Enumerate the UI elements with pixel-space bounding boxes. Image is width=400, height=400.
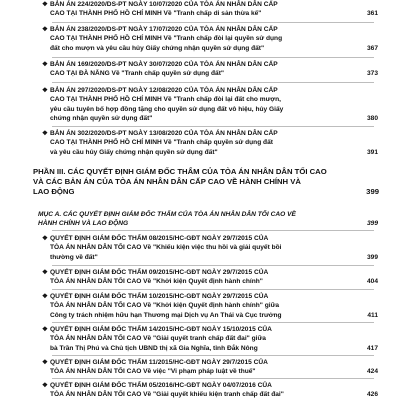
section-heading[interactable] (38, 210, 378, 229)
page-number: 399 (366, 187, 379, 197)
entry-line: BẢN ÁN 169/2020/DS-PT NGÀY 30/07/2020 CỦA TÒA ÁN NHÂN DÂN CẤP (50, 61, 278, 68)
diamond-bullet-icon: ❖ (42, 382, 48, 389)
entry-line: TÒA ÁN NHÂN DÂN TỐI CAO Về "Khởi kiện Quyết định hành chính" (50, 278, 263, 286)
toc-entry[interactable] (42, 86, 378, 124)
diamond-bullet-icon: ❖ (42, 359, 48, 366)
toc-entry[interactable] (42, 325, 378, 353)
entry-line: TÒA ÁN NHÂN DÂN TỐI CAO Về "Giải quyết tranh chấp đất đai" giữa (50, 335, 266, 343)
section-title-line: HÀNH CHÍNH VÀ LAO ĐỘNG (38, 220, 129, 228)
diamond-bullet-icon: ❖ (42, 26, 48, 33)
diamond-bullet-icon: ❖ (42, 269, 48, 276)
entry-line: QUYẾT ĐỊNH GIÁM ĐỐC THẨM 08/2015/HC-GĐT NGÀY 29/7/2015 CỦA (50, 235, 269, 242)
page-number: 399 (366, 220, 378, 228)
entry-line: bà Trần Thị Phú và Chủ tịch UBND thị xã Gia Nghĩa, tỉnh Đắk Nông (50, 344, 258, 352)
entry-line: CAO TẠI THÀNH PHỐ HỒ CHÍ MINH Về "Tranh chấp đòi lại đất cho mượn, (50, 96, 281, 104)
entry-line: QUYẾT ĐỊNH GIÁM ĐỐC THẨM 10/2015/HC-GĐT NGÀY 29/7/2015 CỦA (50, 293, 269, 300)
entry-line: CAO TẠI THÀNH PHỐ HỒ CHÍ MINH Về "Tranh chấp quyền sử dụng đất (50, 139, 273, 147)
page-number: 424 (366, 368, 378, 376)
divider (52, 22, 374, 23)
page-number: 391 (366, 148, 378, 156)
part-title-line: PHẦN III. CÁC QUYẾT ĐỊNH GIÁM ĐỐC THẨM CỦA TÒA ÁN NHÂN DÂN TỐI CAO (33, 167, 327, 176)
entry-line: đất cho mượn và yêu cầu hủy Giấy chứng nhận quyền sử dụng đất" (50, 44, 265, 52)
entry-line: BẢN ÁN 238/2020/DS-PT NGÀY 17/07/2020 CỦA TÒA ÁN NHÂN DÂN CẤP (50, 26, 278, 33)
toc-entry[interactable] (42, 60, 378, 79)
diamond-bullet-icon: ❖ (42, 235, 48, 242)
toc-entry[interactable] (42, 0, 378, 19)
entry-line: TÒA ÁN NHÂN DÂN TỐI CAO Về "Khiếu kiện việc thu hồi và giải quyết bồi (50, 244, 282, 252)
entry-line: CAO TẠI THÀNH PHỐ HỒ CHÍ MINH Về "Tranh chấp di sản thừa kế" (50, 10, 262, 18)
diamond-bullet-icon: ❖ (42, 326, 48, 333)
part-title-line: LAO ĐỘNG (33, 187, 75, 197)
entry-line: QUYẾT ĐỊNH GIÁM ĐỐC THẨM 05/2016/HC-GĐT NGÀY 04/07/2016 CỦA (50, 382, 272, 389)
part-title-line: VÀ CÁC BẢN ÁN CỦA TÒA ÁN NHÂN DÂN CẤP CAO VỀ HÀNH CHÍNH VÀ (33, 177, 301, 187)
divider (52, 355, 374, 356)
toc-entry[interactable] (42, 268, 378, 287)
page-number: 411 (367, 311, 378, 319)
diamond-bullet-icon: ❖ (42, 87, 48, 94)
toc-entry[interactable] (42, 358, 378, 377)
diamond-bullet-icon: ❖ (42, 61, 48, 68)
page-number: 361 (366, 10, 378, 18)
entry-line: BẢN ÁN 302/2020/DS-PT NGÀY 13/08/2020 CỦA TÒA ÁN NHÂN DÂN CẤP (50, 130, 278, 137)
entry-line: TÒA ÁN NHÂN DÂN TỐI CAO Về việc "Vi phạm pháp luật về thuế" (50, 368, 256, 376)
page-number: 426 (366, 391, 378, 399)
part-heading[interactable] (33, 167, 379, 198)
entry-line: TÒA ÁN NHÂN DÂN TỐI CAO Về "Giải quyết khiếu kiện tranh chấp đất đai" (50, 391, 284, 399)
divider (52, 265, 374, 266)
divider (52, 57, 374, 58)
page-number: 417 (366, 344, 378, 352)
divider (52, 126, 374, 127)
toc-entry[interactable] (42, 129, 378, 157)
toc-entry[interactable] (42, 381, 378, 400)
divider (52, 322, 374, 323)
toc-entry[interactable] (42, 292, 378, 320)
divider (52, 289, 374, 290)
entry-line: BẢN ÁN 224/2020/DS-PT NGÀY 10/07/2020 CỦA TÒA ÁN NHÂN DÂN CẤP (50, 1, 278, 8)
divider (52, 82, 374, 83)
toc-entry[interactable] (42, 234, 378, 262)
entry-line: CAO TẠI THÀNH PHỐ HỒ CHÍ MINH Về "Tranh chấp đòi lại quyền sử dụng (50, 35, 283, 43)
entry-line: QUYẾT ĐỊNH GIÁM ĐỐC THẨM 14/2015/HC-GĐT NGÀY 15/10/2015 CỦA (50, 326, 272, 333)
page-number: 367 (366, 44, 378, 52)
section-title-line: MỤC A. CÁC QUYẾT ĐỊNH GIÁM ĐỐC THẨM CỦA TÒA ÁN NHÂN DÂN TỐI CAO VỀ (38, 211, 296, 218)
entry-line: BẢN ÁN 297/2020/DS-PT NGÀY 12/08/2020 CỦA TÒA ÁN NHÂN DÂN CẤP (50, 87, 278, 94)
entry-line: QUYẾT ĐỊNH GIÁM ĐỐC THẨM 11/2015/HC-GĐT NGÀY 29/7/2015 CỦA (50, 359, 268, 366)
page-number: 404 (366, 278, 378, 286)
entry-line: và yêu cầu hủy Giấy chứng nhận quyền sử dụng đất" (50, 148, 218, 156)
entry-line: TÒA ÁN NHÂN DÂN TỐI CAO Về "Khởi kiện Quyết định hành chính" giữa (50, 302, 280, 310)
page-number: 380 (366, 115, 378, 123)
entry-line: thường về đất" (50, 253, 98, 261)
toc-entry[interactable] (42, 25, 378, 53)
entry-line: CAO TẠI ĐÀ NẴNG Về "Tranh chấp quyền sử dụng đất" (50, 70, 225, 78)
divider (52, 378, 374, 379)
page-number: 373 (366, 70, 378, 78)
entry-line: yêu cầu tuyên bố hợp đồng tặng cho quyền sử dụng đất vô hiệu, hủy Giấy (50, 105, 284, 113)
diamond-bullet-icon: ❖ (42, 293, 48, 300)
entry-line: chứng nhận quyền sử dụng đất" (50, 115, 153, 123)
diamond-bullet-icon: ❖ (42, 130, 48, 137)
divider (52, 230, 374, 231)
diamond-bullet-icon: ❖ (42, 1, 48, 8)
entry-line: Công ty trách nhiệm hữu hạn Thương mại Dịch vụ An Thái và Cục trưởng (50, 311, 282, 319)
entry-line: QUYẾT ĐỊNH GIÁM ĐỐC THẨM 09/2015/HC-GĐT NGÀY 29/7/2015 CỦA (50, 269, 269, 276)
page-number: 399 (366, 253, 378, 261)
